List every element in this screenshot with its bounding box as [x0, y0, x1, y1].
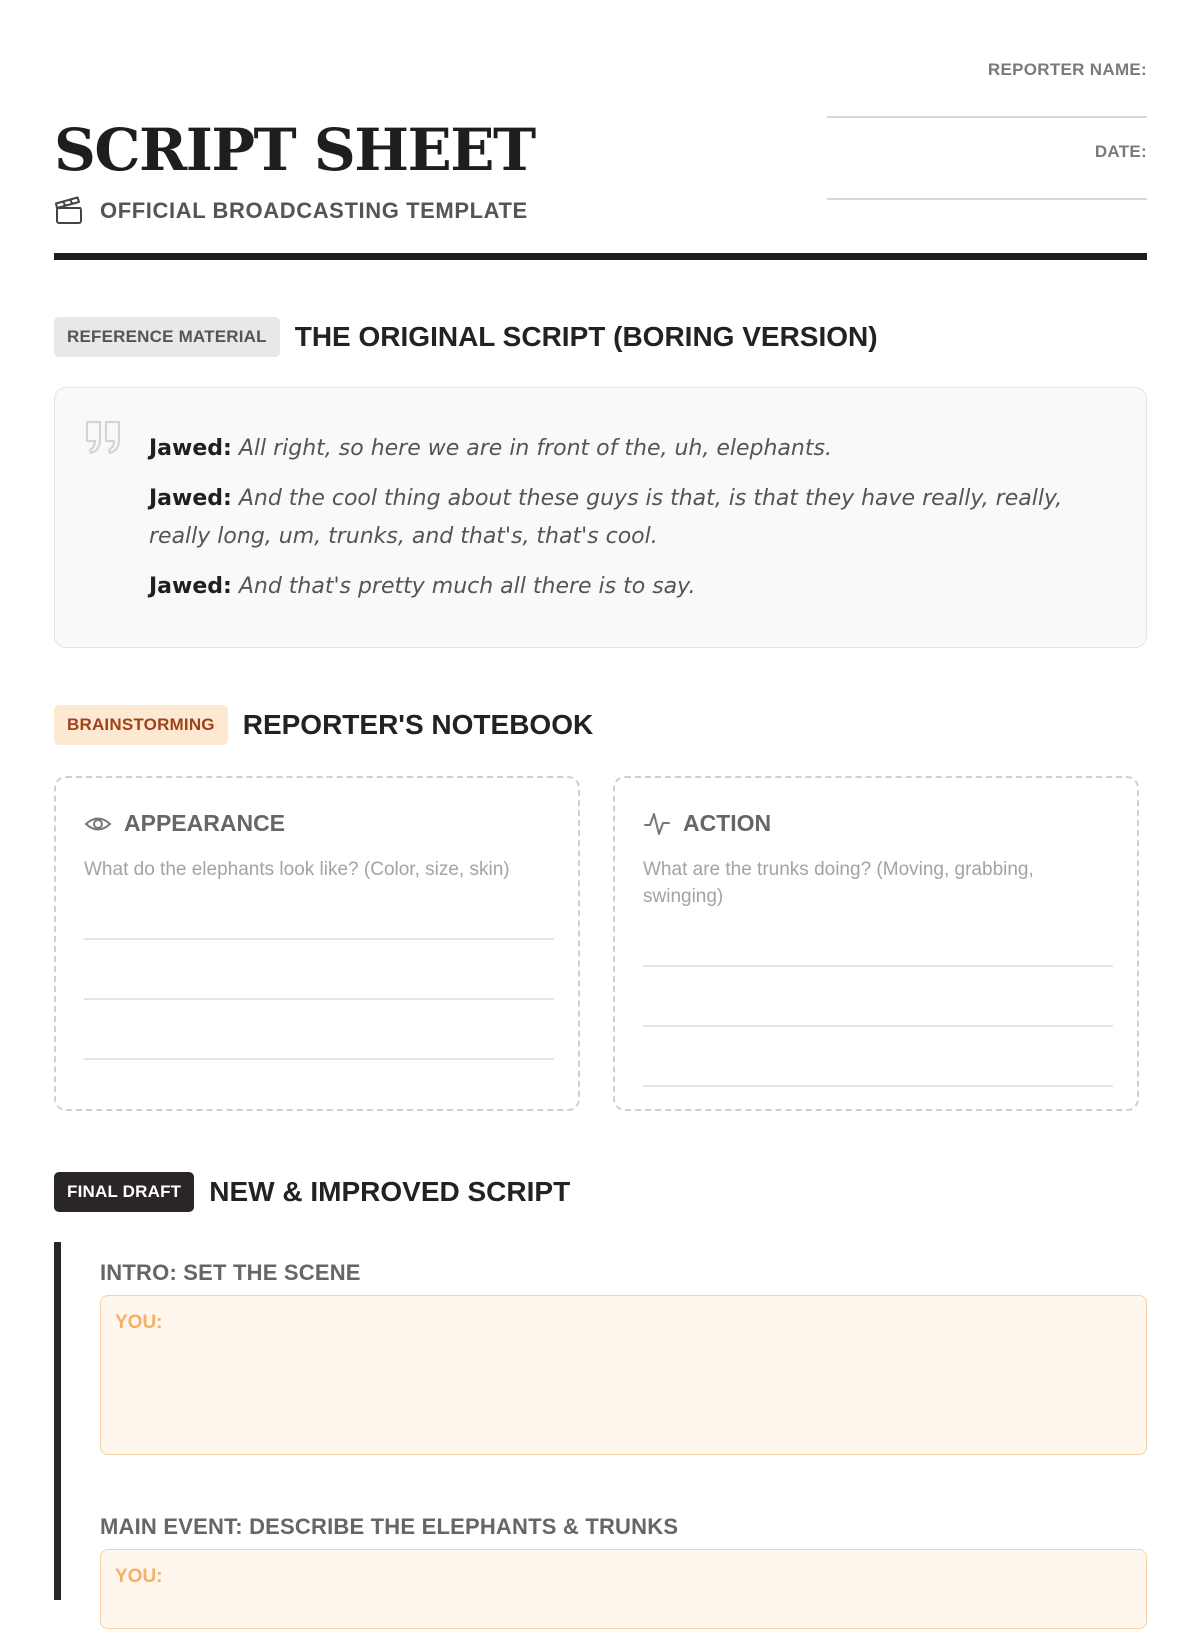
clapperboard-icon: [54, 196, 84, 226]
action-title: ACTION: [683, 810, 772, 836]
writing-line[interactable]: [84, 938, 554, 940]
main-event-label: MAIN EVENT: DESCRIBE THE ELEPHANTS & TRUNKS: [100, 1514, 679, 1539]
script-lines: [149, 430, 1109, 618]
date-field[interactable]: [827, 198, 1147, 200]
reporter-meta: [827, 60, 1147, 200]
reporter-name-field[interactable]: [827, 116, 1147, 118]
speaker-name: Jawed:: [149, 486, 232, 511]
script-line: [149, 568, 1109, 606]
line-text: And that's pretty much all there is to say.: [238, 574, 696, 599]
final-draft-section-heading: [54, 1172, 570, 1212]
writing-line[interactable]: [84, 998, 554, 1000]
intro-answer-box[interactable]: [100, 1295, 1147, 1455]
you-label: YOU:: [115, 1312, 163, 1333]
activity-icon: [643, 811, 671, 837]
writing-line[interactable]: [643, 965, 1113, 967]
writing-line[interactable]: [643, 1025, 1113, 1027]
you-label: YOU:: [115, 1566, 163, 1587]
reference-section-heading: [54, 317, 878, 357]
reference-title: THE ORIGINAL SCRIPT (BORING VERSION): [294, 321, 878, 352]
notebook-section-heading: [54, 705, 593, 745]
action-header: [643, 810, 771, 837]
header: [54, 0, 1147, 262]
action-prompt: What are the trunks doing? (Moving, grabbing, swinging): [643, 859, 1034, 907]
final-draft-title: NEW & IMPROVED SCRIPT: [209, 1176, 571, 1207]
speaker-name: Jawed:: [149, 574, 232, 599]
eye-icon: [84, 811, 112, 837]
script-line: [149, 430, 1109, 468]
date-label: DATE:: [1094, 142, 1147, 161]
appearance-title: APPEARANCE: [124, 810, 286, 836]
appearance-header: [84, 810, 285, 837]
header-divider: [54, 253, 1147, 260]
line-text: All right, so here we are in front of the, uh, elephants.: [238, 436, 832, 461]
reporter-name-label: REPORTER NAME:: [987, 60, 1147, 79]
script-sheet-page: [54, 0, 1147, 1600]
subtitle-row: [54, 196, 528, 226]
draft-accent-bar: [54, 1242, 61, 1600]
main-event-answer-box[interactable]: [100, 1549, 1147, 1629]
page-subtitle: OFFICIAL BROADCASTING TEMPLATE: [100, 198, 528, 223]
original-script-box: [54, 387, 1147, 648]
intro-label: INTRO: SET THE SCENE: [100, 1260, 361, 1285]
notebook-title: REPORTER'S NOTEBOOK: [242, 709, 594, 740]
script-line: [149, 480, 1109, 556]
final-draft-badge: FINAL DRAFT: [54, 1172, 194, 1212]
brainstorming-badge: BRAINSTORMING: [54, 705, 228, 745]
writing-line[interactable]: [643, 1085, 1113, 1087]
reference-badge: REFERENCE MATERIAL: [54, 317, 280, 357]
appearance-card: [54, 776, 580, 1111]
writing-line[interactable]: [84, 1058, 554, 1060]
appearance-prompt: What do the elephants look like? (Color, size, skin): [84, 859, 510, 880]
speaker-name: Jawed:: [149, 436, 232, 461]
page-title: SCRIPT SHEET: [54, 116, 535, 184]
quote-icon: [85, 420, 123, 456]
action-card: [613, 776, 1139, 1111]
line-text: And the cool thing about these guys is that, is that they have really, really, really long, um, trunks, and that's, that's cool.: [149, 486, 1063, 549]
